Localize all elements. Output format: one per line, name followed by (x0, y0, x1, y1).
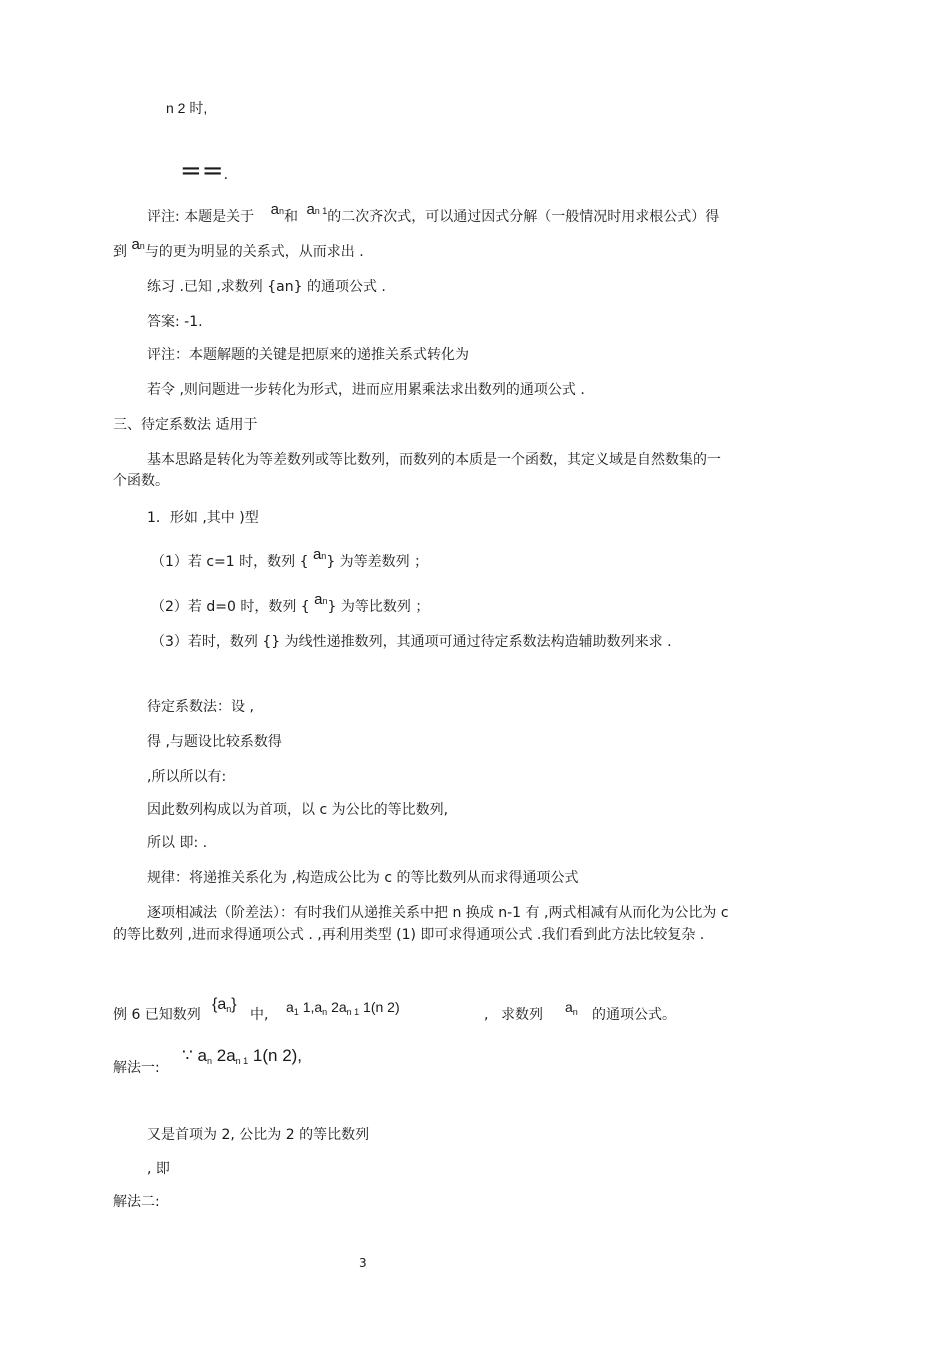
comment-1-line-1: 评注: 本题是关于 $a^n$和 $a^{n 1}$的二次齐次式，可以通过因式分解（一般情况时用求根公式）得 (147, 201, 720, 225)
case-1: （1）若 c=1 时，数列 { $a^n$} 为等差数列 ； (151, 546, 429, 570)
rule: 规律：将递推关系化为 ,构造成公比为 c 的等比数列从而求得通项公式 (147, 870, 579, 886)
example-6-tail: 的通项公式。 (592, 1007, 676, 1023)
method-line-4: 因此数列构成以为首项，以 c 为公比的等比数列, (147, 802, 449, 818)
case-3: （3）若时，数列 {} 为线性递推数列，其通项可通过待定系数法构造辅助数列来求 . (151, 634, 672, 650)
comment-2-line-1: 评注：本题解题的关键是把原来的递推关系式转化为 (147, 347, 469, 363)
example-6-zhong: 中, (250, 1007, 269, 1023)
example-6-ask: 求数列 (501, 1007, 543, 1023)
exercise: 练习 .已知 ,求数列 {an} 的通项公式 . (147, 279, 386, 295)
solution-1-label: 解法一: (113, 1060, 160, 1076)
example-6-label: 例 6 已知数列 (113, 1007, 201, 1023)
example-6-target: $a_n$ (565, 999, 578, 1017)
difference-method-line-1: 逐项相减法（阶差法）：有时我们从递推关系中把 n 换成 n-1 有 ,两式相减有从而化为公比为 c (147, 905, 729, 921)
method-line-5: 所以 即: . (147, 835, 208, 851)
basic-idea-line-1: 基本思路是转化为等差数列或等比数列，而数列的本质是一个函数，其定义域是自然数集的一 (147, 452, 721, 468)
section-3-heading: 三、待定系数法 适用于 (113, 417, 258, 433)
example-6-condition: $a_1$ $1,a_n$ $2a_{n 1}$ 1(n 2) (286, 999, 400, 1017)
example-6-sequence: $\{a_n\}$ (212, 996, 237, 1014)
case-n-ge-2: n 2 时, (166, 100, 208, 116)
difference-method-line-2: 的等比数列 ,进而求得通项公式 . ,再利用类型 (1) 即可求得通项公式 .我们看到此方法比较复杂 . (113, 927, 705, 943)
comment-1-line-2: 到 $a^n$与的更为明显的关系式，从而求出 . (113, 236, 364, 260)
method-line-2: 得 ,与题设比较系数得 (147, 734, 282, 750)
page-number: 3 (359, 1256, 367, 1270)
answer: 答案: -1. (147, 314, 203, 330)
form-1: 1．形如 ,其中 )型 (147, 510, 259, 526)
comment-2-line-2: 若令 ,则问题进一步转化为形式，进而应用累乘法求出数列的通项公式 . (147, 382, 585, 398)
method-line-1: 待定系数法：设 , (147, 699, 254, 715)
solution-1-line-3: , 即 (147, 1161, 170, 1177)
solution-2-label: 解法二: (113, 1194, 160, 1210)
case-2: （2）若 d=0 时，数列 { $a^n$} 为等比数列 ； (151, 591, 430, 615)
equation-equals: ==. (180, 156, 229, 186)
example-6-comma: , (484, 1007, 489, 1023)
basic-idea-line-2: 个函数。 (113, 473, 169, 489)
solution-1-formula: ∵ $a_n$ $2a_{n 1}$ 1(n 2), (182, 1046, 303, 1066)
method-line-3: ,所以所以有: (147, 769, 227, 785)
solution-1-line-2: 又是首项为 2, 公比为 2 的等比数列 (147, 1127, 370, 1143)
